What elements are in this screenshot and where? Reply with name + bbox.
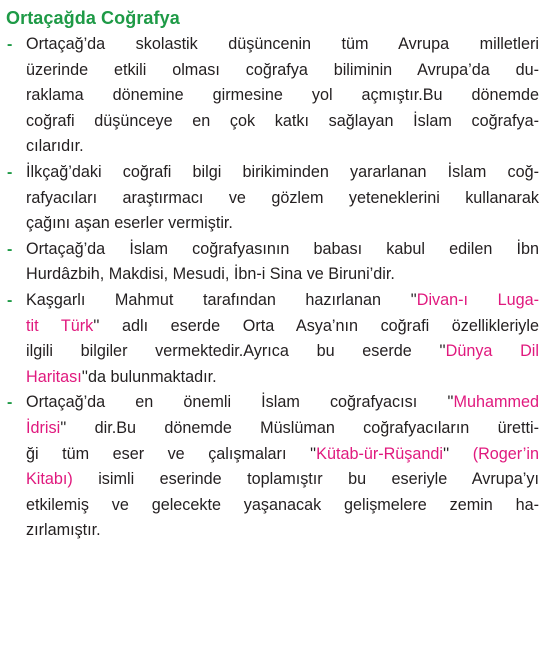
list-item <box>6 237 539 288</box>
text-line <box>26 442 539 468</box>
text-segment: Kaşgarlı Mahmut tarafından hazırlanan '' <box>26 290 417 309</box>
text-segment: zırlamıştır. <box>26 521 101 540</box>
text-line <box>26 493 539 519</box>
text-line <box>26 160 539 186</box>
text-segment: coğrafi düşünceye en çok katkı sağlayan İslam coğrafya- <box>26 111 539 130</box>
text-segment: ilgili bilgiler vermektedir.Ayrıca bu eserde '' <box>26 342 446 361</box>
text-line <box>26 390 539 416</box>
bullet-marker: - <box>7 163 13 181</box>
text-line <box>26 288 539 314</box>
text-line <box>26 32 539 58</box>
list-item <box>6 32 539 160</box>
highlighted-term: Kütab-ür-Rüşandi <box>316 444 444 463</box>
text-line <box>26 339 539 365</box>
list-item <box>6 288 539 390</box>
text-line <box>26 134 539 160</box>
text-line <box>26 518 539 544</box>
text-line <box>26 58 539 84</box>
text-line <box>26 262 539 288</box>
highlighted-term: tit Türk <box>26 316 94 335</box>
text-segment: üzerinde etkili olması coğrafya biliminin Avrupa’da du- <box>26 60 539 79</box>
text-segment: rafyacıları araştırmacı ve gözlem yeteneklerini kullanarak <box>26 188 539 207</box>
text-line <box>26 211 539 237</box>
text-segment: '' <box>443 444 473 463</box>
highlighted-term: İdrisi <box>26 418 61 437</box>
text-segment: İlkçağ’daki coğrafi bilgi birikiminden yararlanan İslam coğ- <box>26 162 539 181</box>
section-title: Ortaçağda Coğrafya <box>6 8 180 28</box>
text-segment: '' adlı eserde Orta Asya’nın coğrafi özellikleriyle <box>93 316 539 335</box>
text-segment: Ortaçağ’da İslam coğrafyasının babası kabul edilen İbn <box>26 239 539 258</box>
text-segment: raklama dönemine girmesine yol açmıştır.Bu dönemde <box>26 86 539 105</box>
list-item <box>6 160 539 237</box>
text-line <box>26 416 539 442</box>
text-segment: cılarıdır. <box>26 137 84 156</box>
highlighted-term: Haritası <box>26 367 82 386</box>
text-segment: ği tüm eser ve çalışmaları '' <box>26 444 317 463</box>
highlighted-term: Kitabı) <box>26 470 73 489</box>
text-segment: ''da bulunmaktadır. <box>81 367 217 386</box>
text-line <box>26 186 539 212</box>
text-segment: Ortaçağ’da en önemli İslam coğrafyacısı '' <box>26 393 454 412</box>
text-line <box>26 314 539 340</box>
text-line <box>26 237 539 263</box>
bullet-marker: - <box>7 240 13 258</box>
text-segment: Ortaçağ’da skolastik düşüncenin tüm Avrupa milletleri <box>26 35 539 53</box>
text-segment: isimli eserinde toplamıştır bu eseriyle Avrupa’yı <box>72 470 539 489</box>
bullet-marker: - <box>7 36 13 53</box>
bullet-marker: - <box>7 291 13 309</box>
text-line <box>26 109 539 135</box>
text-segment: Hurdâzbih, Makdisi, Mesudi, İbn-i Sina ve Biruni’dir. <box>26 265 395 284</box>
text-line <box>26 365 539 391</box>
bullet-marker: - <box>7 394 13 412</box>
highlighted-term: Dünya Dil <box>445 342 539 361</box>
text-line <box>26 467 539 493</box>
text-segment: etkilemiş ve gelecekte yaşanacak gelişmelere zemin ha- <box>26 495 539 514</box>
list-item <box>6 390 539 544</box>
highlighted-term: Divan-ı Luga- <box>416 290 539 309</box>
highlighted-term: (Roger’in <box>472 444 539 463</box>
highlighted-term: Muhammed <box>453 393 539 412</box>
text-line <box>26 83 539 109</box>
bullet-list <box>6 32 539 544</box>
text-segment: çağını aşan eserler vermiştir. <box>26 214 233 233</box>
text-segment: '' dir.Bu dönemde Müslüman coğrafyacıların üretti- <box>60 418 539 437</box>
